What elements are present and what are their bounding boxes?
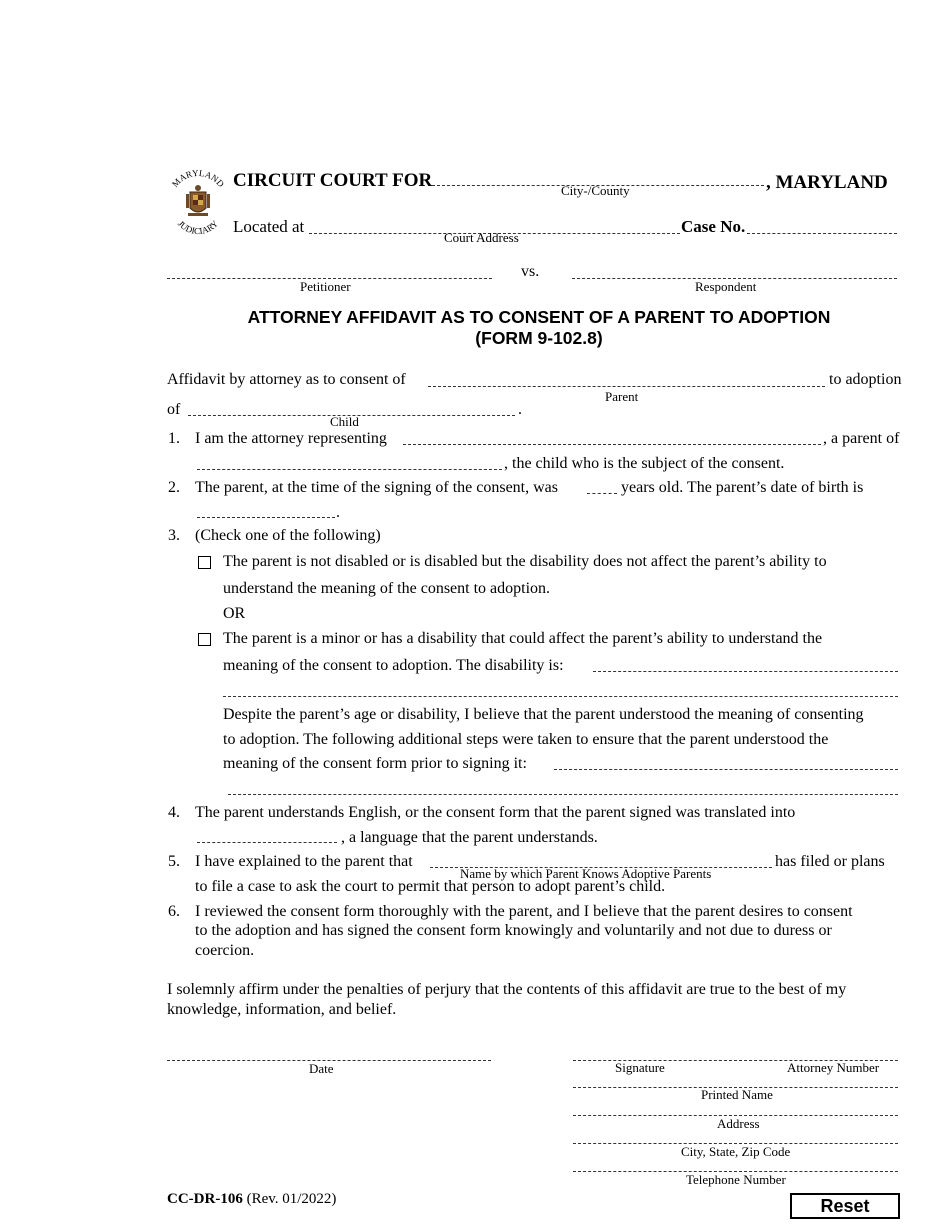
item-6-line-2: to the adoption and has signed the consent form knowingly and voluntarily and not due to duress or: [195, 922, 832, 939]
telephone-label: Telephone Number: [686, 1172, 786, 1187]
respondent-label: Respondent: [695, 279, 757, 294]
attorney-number-field[interactable]: [775, 1046, 898, 1060]
city-state-zip-label: City, State, Zip Code: [681, 1144, 791, 1159]
located-at-label: Located at: [233, 217, 305, 236]
city-county-label: City-/County: [561, 183, 630, 198]
option-1-line-1: The parent is not disabled or is disabled but the disability does not affect the parent’s ability to: [223, 553, 827, 570]
parent-name-field[interactable]: [428, 372, 825, 386]
child-name-field[interactable]: [188, 401, 515, 415]
item-4-number: 4.: [168, 804, 180, 821]
item-6-line-3: coercion.: [195, 942, 255, 959]
item-2-period: .: [336, 504, 340, 521]
subject-child-field[interactable]: [197, 455, 502, 469]
item-1-child-text: , the child who is the subject of the consent.: [504, 455, 785, 472]
date-label: Date: [309, 1061, 334, 1076]
option-2-line-2: meaning of the consent to adoption. The disability is:: [223, 657, 564, 674]
despite-line-1: Despite the parent’s age or disability, I believe that the parent understood the meaning of consenting: [223, 706, 864, 723]
item-5-text: I have explained to the parent that: [195, 853, 413, 870]
printed-name-label: Printed Name: [701, 1087, 773, 1102]
form-id-footer: [167, 1191, 336, 1208]
affirmation-line-1: I solemnly affirm under the penalties of perjury that the contents of this affidavit are true to the best of my: [167, 981, 847, 998]
intro-text: Affidavit by attorney as to consent of: [167, 371, 406, 388]
date-field[interactable]: [167, 1046, 491, 1060]
printed-name-field[interactable]: [573, 1073, 898, 1087]
telephone-field[interactable]: [573, 1157, 898, 1171]
address-field[interactable]: [573, 1101, 898, 1115]
additional-steps-field[interactable]: [554, 755, 898, 769]
of-text: of: [167, 401, 181, 418]
form-revision: (Rev. 01/2022): [242, 1191, 337, 1207]
item-5-number: 5.: [168, 853, 180, 870]
reset-button[interactable]: Reset: [790, 1193, 900, 1219]
seal-crest-icon: [186, 185, 210, 216]
case-number-field[interactable]: [747, 219, 897, 233]
petitioner-label: Petitioner: [300, 279, 351, 294]
option-1-line-2: understand the meaning of the consent to adoption.: [223, 580, 551, 597]
parent-label: Parent: [605, 389, 639, 404]
state-name: , MARYLAND: [766, 172, 888, 193]
parent-age-field[interactable]: [587, 479, 617, 493]
form-title: ATTORNEY AFFIDAVIT AS TO CONSENT OF A PARENT TO ADOPTION: [247, 307, 831, 327]
item-1-parent-of: , a parent of: [823, 430, 900, 447]
despite-line-3: meaning of the consent form prior to signing it:: [223, 755, 527, 772]
seal-bottom-text: JUDICIARY: [175, 218, 221, 237]
item-4-text: The parent understands English, or the consent form that the parent signed was translated into: [195, 804, 796, 821]
signature-label: Signature: [615, 1060, 665, 1075]
petitioner-field[interactable]: [167, 264, 492, 278]
item-1-number: 1.: [168, 430, 180, 447]
disability-field-continued[interactable]: [223, 682, 898, 696]
item-4-language-text: , a language that the parent understands.: [341, 829, 598, 846]
adoptive-parents-label: Name by which Parent Knows Adoptive Parents: [460, 866, 712, 881]
item-5-line-2: to file a case to ask the court to permit that person to adopt parent’s child.: [195, 878, 666, 895]
seal-top-text: MARYLAND: [169, 168, 227, 190]
child-label: Child: [330, 414, 359, 429]
item-3-number: 3.: [168, 527, 180, 544]
vs-label: vs.: [521, 263, 540, 280]
form-id: CC-DR-106: [167, 1191, 243, 1207]
option-not-disabled-checkbox[interactable]: [198, 556, 211, 569]
or-text: OR: [223, 605, 246, 622]
to-adoption-text: to adoption: [829, 371, 902, 388]
option-2-line-1: The parent is a minor or has a disability that could affect the parent’s ability to understand the: [223, 630, 823, 647]
court-address-label: Court Address: [444, 230, 519, 245]
of-period: .: [518, 401, 522, 418]
form-number: (FORM 9-102.8): [475, 328, 603, 348]
item-2-text: The parent, at the time of the signing of the consent, was: [195, 479, 559, 496]
city-state-zip-field[interactable]: [573, 1129, 898, 1143]
despite-line-2: to adoption. The following additional steps were taken to ensure that the parent understood the: [223, 731, 829, 748]
address-label: Address: [717, 1116, 760, 1131]
adoptive-parents-name-field[interactable]: [430, 853, 772, 867]
item-6-number: 6.: [168, 903, 180, 920]
svg-text:JUDICIARY: [176, 218, 221, 236]
item-2-number: 2.: [168, 479, 180, 496]
item-3-heading: (Check one of the following): [195, 527, 381, 544]
item-1-text: I am the attorney representing: [195, 430, 387, 447]
item-5-filed-text: has filed or plans: [775, 853, 885, 870]
option-minor-disabled-checkbox[interactable]: [198, 633, 211, 646]
additional-steps-field-continued[interactable]: [228, 780, 898, 794]
disability-field[interactable]: [593, 657, 898, 671]
case-no-label: Case No.: [681, 217, 746, 236]
court-title: CIRCUIT COURT FOR: [233, 170, 433, 191]
judiciary-seal: [166, 168, 230, 240]
item-2-dob-text: years old. The parent’s date of birth is: [621, 479, 864, 496]
language-field[interactable]: [197, 828, 337, 842]
signature-field[interactable]: [573, 1046, 773, 1060]
item-6-line-1: I reviewed the consent form thoroughly with the parent, and I believe that the parent desires to consent: [195, 903, 853, 920]
attorney-number-label: Attorney Number: [787, 1060, 880, 1075]
parent-dob-field[interactable]: [197, 503, 335, 517]
respondent-field[interactable]: [572, 264, 897, 278]
affirmation-line-2: knowledge, information, and belief.: [167, 1001, 397, 1018]
represented-parent-field[interactable]: [403, 430, 821, 444]
